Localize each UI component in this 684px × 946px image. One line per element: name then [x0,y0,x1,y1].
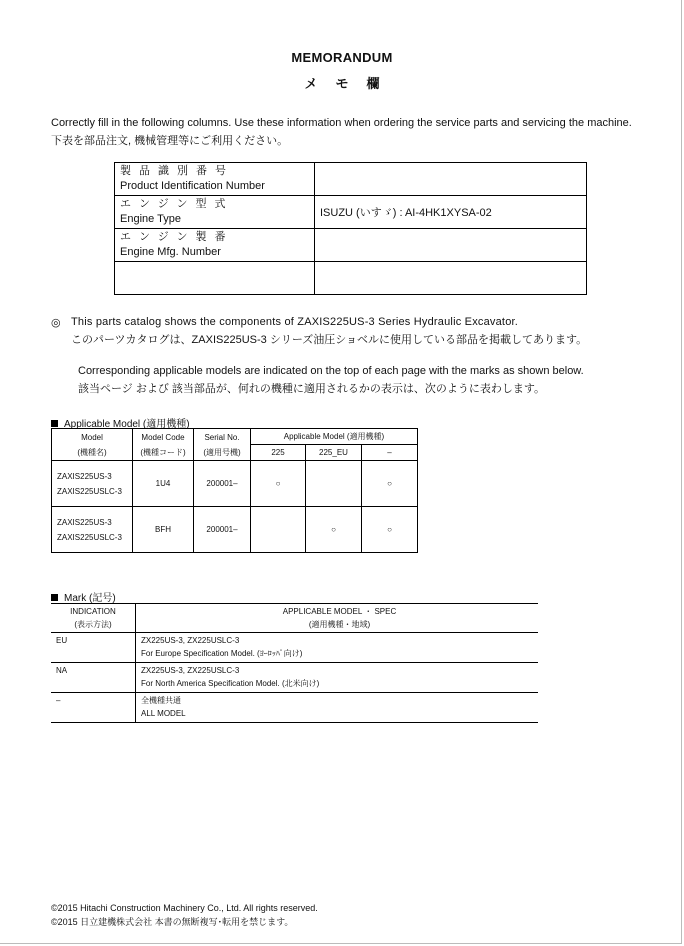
mark-header-row [51,604,538,633]
corresponding-note-jp: 該当ページ および 該当部品が、何れの機種に適用されるかの表示は、次のように表わします。 [78,383,546,395]
engine-mfg-row [115,229,587,262]
table-row [51,663,538,693]
mark-heading [51,589,116,604]
engine-mfg-label-jp: エンジン製番 [120,231,234,243]
page-title: MEMORANDUM [291,50,393,65]
square-bullet-icon [51,594,58,601]
spec-cell: ZX225US-3, ZX225USLC-3 For North America Specification Model. (北米向け) [136,663,539,693]
page-title-jp: メモ欄 [304,76,398,91]
mark-heading-text: Mark (記号) [64,593,116,604]
header-model: Model (機種名) [52,429,133,461]
header-model-code: Model Code (機種コード) [133,429,194,461]
copyright-en: ©2015 Hitachi Construction Machinery Co., Ltd. All rights reserved. [51,903,318,913]
identification-table [114,162,587,295]
double-circle-icon: ◎ [51,317,61,329]
copyright-jp: ©2015 日立建機株式会社 本書の無断複写･転用を禁じます。 [51,917,294,927]
mark-225-cell: ○ [251,461,306,507]
model-cell: ZAXIS225US-3 ZAXIS225USLC-3 [52,507,133,553]
mark-225-cell [251,507,306,553]
engine-type-row [115,196,587,229]
indication-cell: NA [51,663,136,693]
header-spec: APPLICABLE MODEL ・ SPEC (適用機種・地域) [136,604,539,633]
intro-text-en: Correctly fill in the following columns. Use these information when ordering the service parts and servicing the machine. [51,117,632,129]
blank-row [115,262,587,295]
blank-label-cell[interactable] [115,262,315,295]
product-id-value[interactable] [315,163,587,196]
serial-cell: 200001– [194,461,251,507]
engine-mfg-label-en: Engine Mfg. Number [120,246,221,258]
spec-cell: 全機種共通 ALL MODEL [136,693,539,723]
serial-cell: 200001– [194,507,251,553]
header-225: 225 [251,445,306,461]
square-bullet-icon [51,420,58,427]
mark-table [51,603,538,723]
intro-text-jp: 下表を部品注文, 機械管理等にご利用ください。 [51,135,289,147]
model-code-cell: BFH [133,507,194,553]
corresponding-note-en: Corresponding applicable models are indicated on the top of each page with the marks as shown below. [78,365,584,377]
engine-type-label [115,196,315,229]
product-id-label [115,163,315,196]
model-cell: ZAXIS225US-3 ZAXIS225USLC-3 [52,461,133,507]
applicable-model-table [51,428,418,553]
engine-type-label-en: Engine Type [120,213,181,225]
table-row [51,693,538,723]
mark-225eu-cell [306,461,362,507]
engine-mfg-label [115,229,315,262]
header-indication: INDICATION (表示方法) [51,604,136,633]
mark-dash-cell: ○ [362,461,418,507]
catalog-note-jp: このパーツカタログは、ZAXIS225US-3 シリーズ油圧ショベルに使用している部品を掲載してあります。 [71,334,588,346]
product-id-row [115,163,587,196]
spec-cell: ZX225US-3, ZX225USLC-3 For Europe Specification Model. (ﾖｰﾛｯﾊﾟ向け) [136,633,539,663]
header-dash: – [362,445,418,461]
table-row [52,507,418,553]
header-applicable-model: Applicable Model (適用機種) [251,429,418,445]
blank-value-cell[interactable] [315,262,587,295]
header-225-eu: 225_EU [306,445,362,461]
model-code-cell: 1U4 [133,461,194,507]
table-row [51,633,538,663]
table-row [52,461,418,507]
engine-mfg-value[interactable] [315,229,587,262]
catalog-note-en: This parts catalog shows the components of ZAXIS225US-3 Series Hydraulic Excavator. [71,316,519,328]
engine-type-label-jp: エンジン型式 [120,198,234,210]
product-id-label-jp: 製品識別番号 [120,165,234,177]
indication-cell: EU [51,633,136,663]
applicable-model-heading-text: Applicable Model (適用機種) [64,419,190,430]
indication-cell: – [51,693,136,723]
applicable-model-header-row [52,429,418,445]
mark-225eu-cell: ○ [306,507,362,553]
engine-type-value: ISUZU (いすゞ) : AI-4HK1XYSA-02 [315,196,587,229]
product-id-label-en: Product Identification Number [120,180,265,192]
header-serial: Serial No. (適用号機) [194,429,251,461]
mark-dash-cell: ○ [362,507,418,553]
